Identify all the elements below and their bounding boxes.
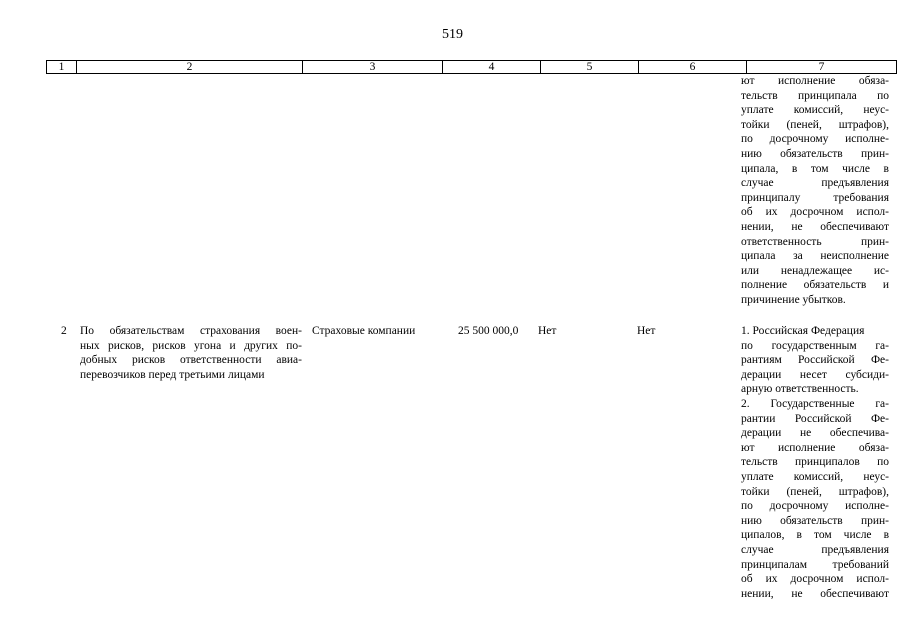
text-line: по досрочному исполне- [741,500,889,513]
column-header-2: 2 [77,61,303,74]
previous-row-conditions [741,74,889,308]
row-description [80,324,302,382]
text-line: об их досрочном испол- [741,573,889,586]
text-line: уплате комиссий, неус- [741,104,889,117]
text-line: по государственным га- [741,339,889,352]
text-line: об их досрочном испол- [741,206,889,219]
text-line: арную ответственность. [741,383,859,396]
row-conditions [741,324,889,601]
text-line: ных рисков, рисков угона и других по- [80,339,302,352]
text-line: принципалу требования [741,191,889,204]
row-col6: Нет [637,325,656,337]
row-amount: 25 500 000,0 [458,325,519,337]
column-header-7: 7 [747,61,897,74]
text-line: полнение обязательств и [741,279,889,292]
row-category: Страховые компании [312,325,416,337]
text-line: ципала, в том числе в [741,162,889,175]
text-line: ответственность прин- [741,235,889,248]
text-line: дерации не обеспечива- [741,427,889,440]
row-col5: Нет [538,325,557,337]
text-line: рантиям Российской Фе- [741,354,889,367]
text-line: тойки (пеней, штрафов), [741,485,889,498]
page-number: 519 [442,27,463,42]
text-line: случае предъявления [741,177,889,190]
text-line: тойки (пеней, штрафов), [741,118,889,131]
text-line: нении, не обеспечивают [741,587,889,600]
column-number-header [46,60,897,74]
text-line: 2. Государственные га- [741,397,889,410]
text-line: случае предъявления [741,543,889,556]
text-line: нию обязательств прин- [741,514,889,527]
text-line: ют исполнение обяза- [741,75,889,87]
row-number: 2 [61,325,67,337]
text-line: ципалов, в том числе в [741,529,889,542]
text-line: тельств принципалов по [741,456,889,469]
column-header-3: 3 [303,61,443,74]
text-line: добных рисков ответственности авиа- [80,354,302,367]
column-header-6: 6 [639,61,747,74]
text-line: рантии Российской Фе- [741,412,889,425]
text-line: нении, не обеспечивают [741,220,889,233]
text-line: принципалам требований [741,558,889,571]
text-line: по досрочному исполне- [741,133,889,146]
column-header-1: 1 [47,61,77,74]
text-line: уплате комиссий, неус- [741,470,889,483]
text-line: тельств принципала по [741,89,889,102]
text-line: нию обязательств прин- [741,147,889,160]
text-line: ципала за неисполнение [741,250,889,263]
text-line: причинение убытков. [741,293,846,306]
text-line: или ненадлежащее ис- [741,264,889,277]
text-line: По обязательствам страхования воен- [80,325,302,337]
text-line: перевозчиков перед третьими лицами [80,368,265,381]
text-line: дерации несет субсиди- [741,368,889,381]
column-header-4: 4 [443,61,541,74]
column-header-5: 5 [541,61,639,74]
text-line: ют исполнение обяза- [741,441,889,454]
text-line: 1. Российская Федерация [741,325,865,337]
